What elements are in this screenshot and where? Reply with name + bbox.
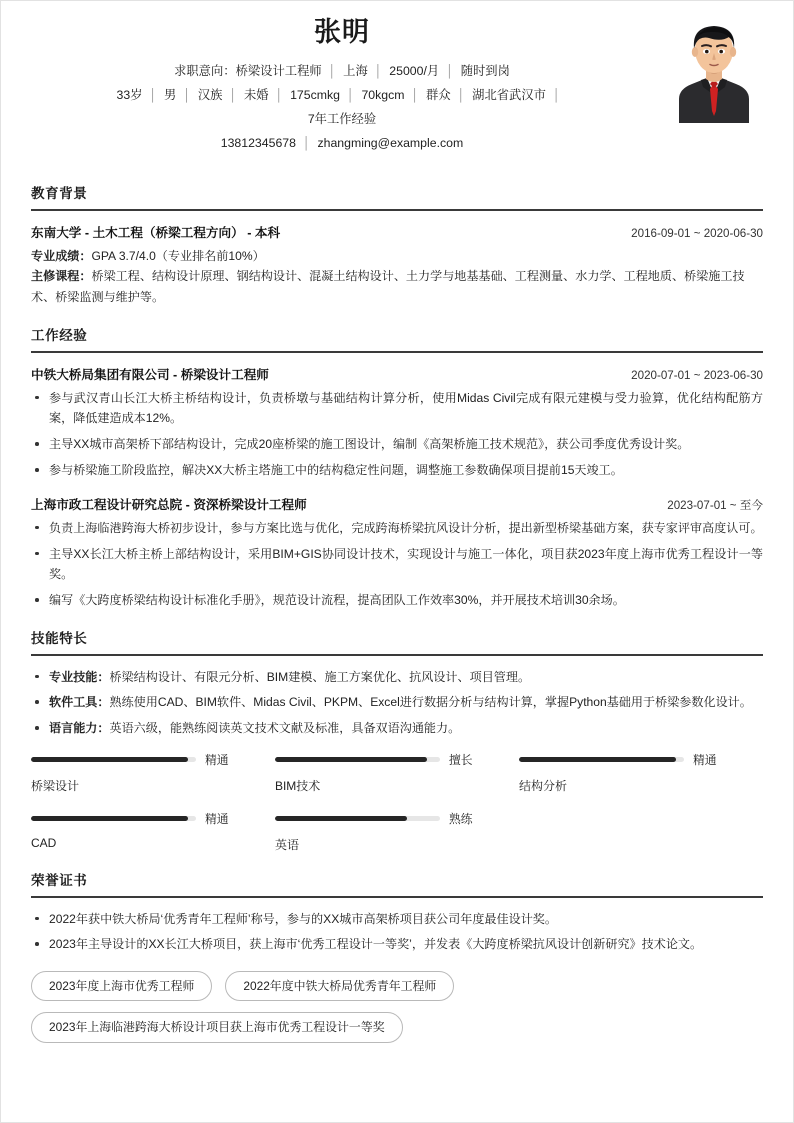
skill-bar-line bbox=[31, 810, 257, 827]
personal-info-line bbox=[31, 84, 763, 108]
objective-item-2: 25000/月 bbox=[389, 64, 440, 79]
honor-bullet-item: 2022年获中铁大桥局‘优秀青年工程师’称号，参与的XX城市高架桥项目获公司年度最佳设计奖。 bbox=[31, 909, 763, 930]
objective-item-3: 随时到岗 bbox=[460, 64, 510, 79]
skill-level-label: 精通 bbox=[205, 752, 229, 767]
title-dash-2: - bbox=[243, 225, 255, 240]
avatar bbox=[665, 17, 763, 123]
resume-header bbox=[31, 1, 763, 166]
education-courses-line bbox=[31, 266, 763, 308]
section-title-work: 工作经验 bbox=[31, 327, 88, 343]
title-dash: - bbox=[182, 497, 194, 512]
phone-text: 13812345678 bbox=[220, 136, 296, 150]
work-entry bbox=[31, 494, 763, 611]
work-bullet-item: 主导XX长江大桥主桥上部结构设计，采用BIM+GIS协同设计技术，实现设计与施工一体化，项目获2023年度上海市优秀工程设计一等奖。 bbox=[31, 544, 763, 586]
honor-bullet-list bbox=[31, 909, 763, 956]
title-dash: - bbox=[81, 225, 93, 240]
skill-bar-cell bbox=[31, 751, 275, 794]
skill-bar-line bbox=[275, 810, 501, 827]
work-bullet-item: 编写《大跨度桥梁结构设计标准化手册》，规范设计流程，提高团队工作效率30%，并开展技术培训30余场。 bbox=[31, 590, 763, 611]
work-bullet-list bbox=[31, 388, 763, 481]
gpa-label: 专业成绩： bbox=[31, 248, 92, 263]
job-objective-line bbox=[31, 60, 763, 84]
work-entry-list bbox=[31, 364, 763, 611]
work-entry-date: 2020-07-01 ~ 2023-06-30 bbox=[631, 368, 763, 382]
skill-bar-group bbox=[31, 751, 763, 853]
education-date: 2016-09-01 ~ 2020-06-30 bbox=[631, 226, 763, 240]
contact-line bbox=[31, 132, 763, 156]
email-text: zhangming@example.com bbox=[317, 136, 464, 150]
skill-bar-row bbox=[31, 751, 763, 794]
courses-value: 桥梁工程、结构设计原理、钢结构设计、混凝土结构设计、土力学与地基基础、工程测量、水力学、工程地质、桥梁施工技术、桥梁监测与维护等。 bbox=[31, 269, 745, 305]
separator: │ bbox=[328, 63, 337, 78]
work-entry-title bbox=[31, 494, 307, 513]
skill-name-label: BIM技术 bbox=[274, 778, 321, 793]
section-divider bbox=[31, 209, 763, 211]
degree-name: 本科 bbox=[254, 225, 281, 240]
work-bullet-list bbox=[31, 518, 763, 611]
honor-bullet-item: 2023年主导设计的XX长江大桥项目，获上海市‘优秀工程设计一等奖’，并发表《大跨度桥梁抗风设计创新研究》技术论文。 bbox=[31, 934, 763, 955]
skill-bar-line bbox=[519, 751, 745, 768]
separator: │ bbox=[374, 63, 383, 78]
skill-bar-fill bbox=[31, 816, 188, 821]
objective-label: 求职意向： bbox=[174, 64, 236, 79]
skill-bar-track bbox=[275, 816, 440, 821]
skill-bar-cell bbox=[31, 810, 275, 853]
work-bullet-item: 参与武汉青山长江大桥主桥结构设计，负责桥墩与基础结构计算分析，使用Midas Civil完成有限元建模与受力验算，优化结构配筋方案，降低建造成本12%。 bbox=[31, 388, 763, 430]
education-gpa-line bbox=[31, 246, 763, 267]
skill-bar-cell bbox=[275, 751, 519, 794]
objective-item-0: 桥梁设计工程师 bbox=[235, 64, 322, 79]
skill-bullet-item bbox=[31, 667, 763, 688]
skill-name-label: 英语 bbox=[274, 837, 299, 852]
skill-level-label: 精通 bbox=[692, 752, 717, 767]
skill-name-label: 桥梁设计 bbox=[31, 778, 80, 793]
honor-tag-list bbox=[31, 971, 731, 1043]
section-title-honors: 荣誉证书 bbox=[31, 872, 88, 888]
major-name: 土木工程（桥梁工程方向） bbox=[92, 225, 244, 240]
skill-bar-track bbox=[275, 757, 440, 762]
honor-tag[interactable]: 2022年度中铁大桥局优秀青年工程师 bbox=[225, 971, 454, 1001]
skill-bullet-label: 软件工具： bbox=[49, 695, 110, 710]
separator: │ bbox=[552, 87, 561, 102]
work-bullet-item: 负责上海临港跨海大桥初步设计，参与方案比选与优化，完成跨海桥梁抗风设计分析，提出新型桥梁基础方案，获专家评审高度认可。 bbox=[31, 518, 763, 539]
company-name: 上海市政工程设计研究总院 bbox=[31, 497, 183, 512]
separator: │ bbox=[446, 63, 454, 78]
section-skills bbox=[31, 627, 763, 853]
contact-separator: │ bbox=[302, 135, 311, 150]
separator: │ bbox=[183, 87, 191, 102]
skill-bullet-label: 专业技能： bbox=[49, 669, 110, 684]
education-entry-head bbox=[31, 222, 763, 241]
skill-bullet-value: 熟练使用CAD、BIM软件、Midas Civil、PKPM、Excel进行数据分析与结构计算，掌握Python基础用于桥梁参数化设计。 bbox=[109, 695, 752, 710]
personal-item-7: 湖北省武汉市 bbox=[472, 88, 546, 103]
skill-bar-line bbox=[31, 751, 257, 768]
courses-label: 主修课程： bbox=[31, 269, 92, 284]
education-title bbox=[31, 222, 280, 241]
title-dash: - bbox=[169, 367, 181, 382]
school-name: 东南大学 bbox=[31, 225, 82, 240]
personal-item-1: 男 bbox=[164, 88, 177, 103]
company-name: 中铁大桥局集团有限公司 bbox=[31, 367, 170, 382]
work-entry-date: 2023-07-01 ~ 至今 bbox=[667, 498, 763, 512]
section-education bbox=[31, 182, 763, 308]
skill-bar-track bbox=[31, 816, 196, 821]
section-divider bbox=[31, 654, 763, 656]
section-title-skills: 技能特长 bbox=[31, 630, 88, 646]
personal-item-4: 175cmkg bbox=[290, 88, 340, 103]
work-bullet-item: 参与桥梁施工阶段监控，解决XX大桥主塔施工中的结构稳定性问题，调整施工参数确保项目提前15天竣工。 bbox=[31, 460, 763, 481]
skill-bullet-value: 英语六级，能熟练阅读英文技术文献及标准，具备双语沟通能力。 bbox=[109, 721, 461, 736]
skill-bullet-value: 桥梁结构设计、有限元分析、BIM建模、施工方案优化、抗风设计、项目管理。 bbox=[109, 669, 531, 684]
skill-bar-track bbox=[519, 757, 684, 762]
skill-bar-cell bbox=[275, 810, 519, 853]
personal-item-6: 群众 bbox=[426, 88, 451, 103]
work-entry-head bbox=[31, 494, 763, 513]
work-bullet-item: 主导XX城市高架桥下部结构设计，完成20座桥梁的施工图设计，编制《高架桥施工技术规范》，获公司季度优秀设计奖。 bbox=[31, 434, 763, 455]
separator: │ bbox=[275, 87, 284, 102]
job-role: 资深桥梁设计工程师 bbox=[193, 497, 307, 512]
skill-name-label: CAD bbox=[31, 835, 57, 850]
section-honors bbox=[31, 869, 763, 1043]
personal-item-5: 70kgcm bbox=[361, 88, 405, 103]
skill-bar-cell bbox=[519, 751, 763, 794]
skill-bar-fill bbox=[31, 757, 188, 762]
education-entry bbox=[31, 222, 763, 308]
separator: │ bbox=[149, 87, 158, 102]
work-entry-title bbox=[31, 364, 269, 383]
skill-level-label: 精通 bbox=[205, 811, 229, 826]
skill-level-label: 擅长 bbox=[448, 752, 473, 767]
personal-item-2: 汉族 bbox=[197, 88, 223, 103]
section-divider bbox=[31, 896, 763, 898]
gpa-value: GPA 3.7/4.0（专业排名前10%） bbox=[91, 248, 265, 263]
honor-tag[interactable]: 2023年度上海市优秀工程师 bbox=[31, 971, 212, 1001]
section-title-education: 教育背景 bbox=[31, 185, 88, 201]
personal-item-3: 未婚 bbox=[243, 88, 269, 103]
experience-years-line: 7年工作经验 bbox=[307, 112, 377, 127]
skill-bullet-label: 语言能力： bbox=[49, 721, 110, 736]
job-role: 桥梁设计工程师 bbox=[180, 367, 269, 382]
objective-item-1: 上海 bbox=[343, 64, 368, 79]
personal-item-0: 33岁 bbox=[116, 88, 143, 103]
work-entry-head bbox=[31, 364, 763, 383]
skill-bar-row bbox=[31, 810, 763, 853]
separator: │ bbox=[346, 87, 355, 102]
portrait-illustration bbox=[665, 17, 763, 123]
separator: │ bbox=[229, 87, 237, 102]
honor-tag[interactable]: 2023年上海临港跨海大桥设计项目获上海市优秀工程设计一等奖 bbox=[31, 1012, 403, 1042]
skill-bar-fill bbox=[275, 757, 427, 762]
skill-bullet-list bbox=[31, 667, 763, 739]
separator: │ bbox=[457, 87, 466, 102]
skill-bar-track bbox=[31, 757, 196, 762]
section-work-experience bbox=[31, 324, 763, 611]
section-divider bbox=[31, 351, 763, 353]
skill-bullet-item bbox=[31, 692, 763, 713]
work-entry bbox=[31, 364, 763, 481]
separator: │ bbox=[411, 87, 420, 102]
candidate-name: 张明 bbox=[314, 17, 370, 47]
skill-bar-fill bbox=[519, 757, 676, 762]
skill-name-label: 结构分析 bbox=[518, 778, 567, 793]
skill-bar-line bbox=[275, 751, 501, 768]
skill-bullet-item bbox=[31, 718, 763, 739]
skill-bar-fill bbox=[275, 816, 407, 821]
skill-level-label: 熟练 bbox=[448, 811, 473, 826]
